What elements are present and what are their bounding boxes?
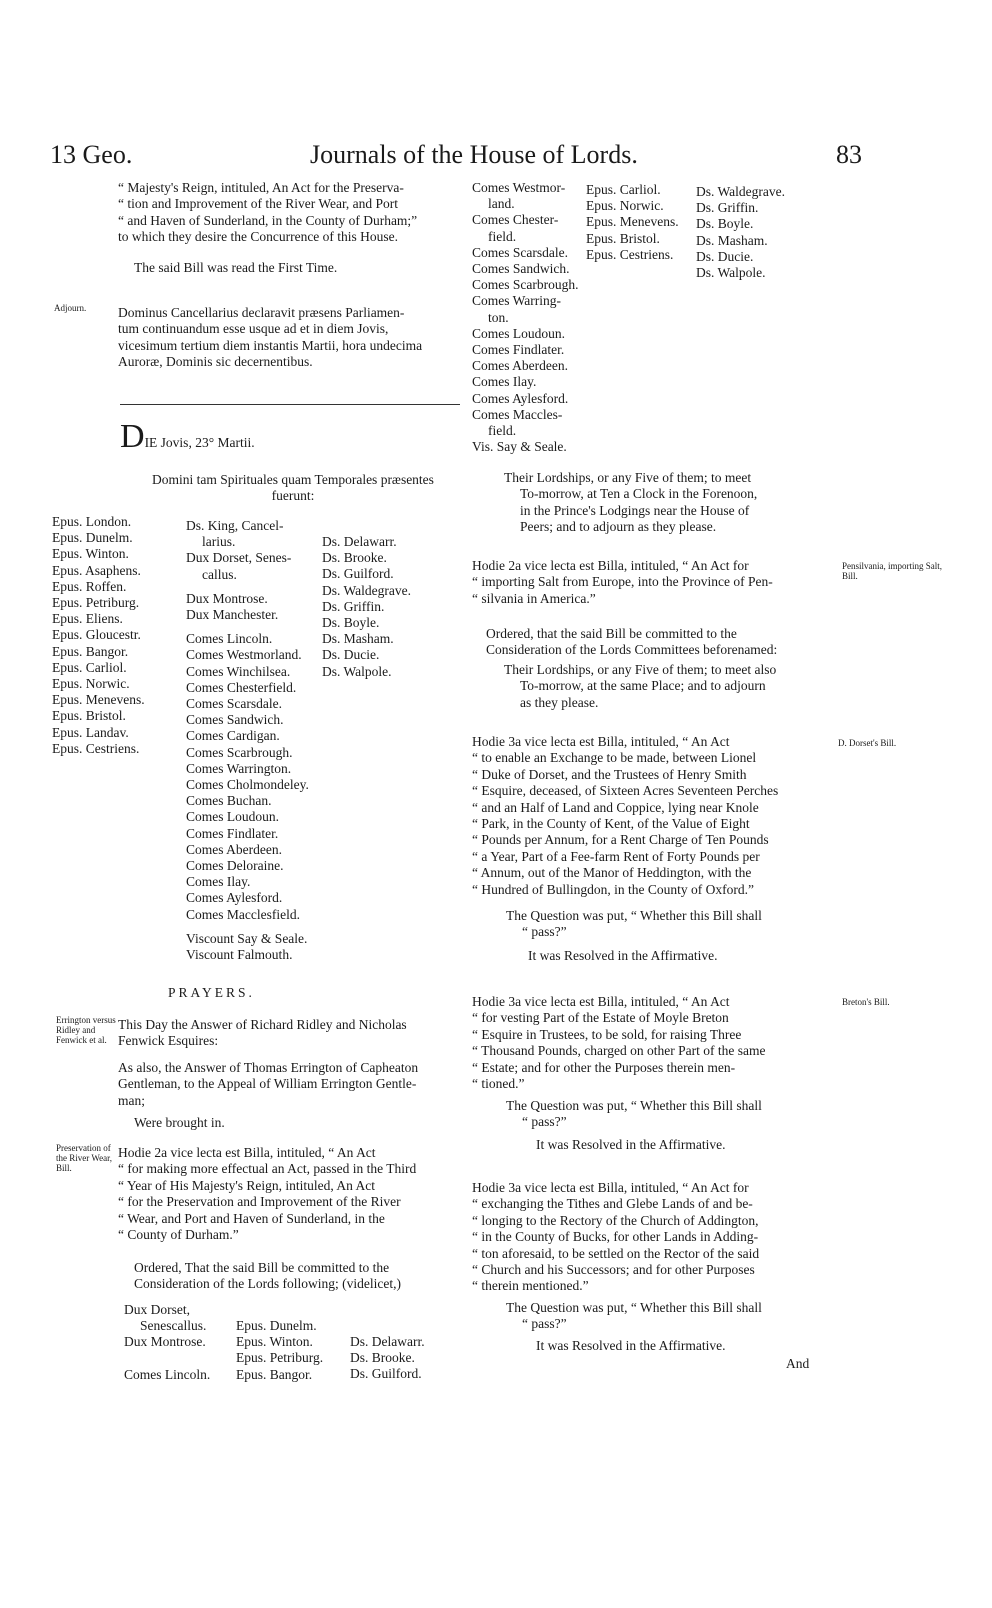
sitting-date: DIE Jovis, 23° Martii. [120,418,255,455]
section-rule [120,404,460,405]
margin-note-adjourn: Adjourn. [54,303,87,313]
meeting-instruction-1: Their Lordships, or any Five of them; to meet To-morrow, at Ten a Clock in the Forenoon, in the Prince's Lodgings near the House of Peers; and to adjourn as they please. [504,470,758,535]
committee-barons-column-2: Ds. Waldegrave. Ds. Griffin. Ds. Boyle. Ds. Masham. Ds. Ducie. Ds. Walpole. [696,184,786,281]
resolved-2: It was Resolved in the Affirmative. [536,1137,726,1152]
running-head-title: Journals of the House of Lords. [310,140,638,169]
attendance-temporal-column: Ds. King, Cancel- larius. Dux Dorset, Senes- callus. Dux Montrose. Dux Manchester. Comes Lincoln. Comes Westmorland. Comes Winchilsea. Comes Chesterfield. Comes Scarsdale. Comes Sandwich. Comes Cardigan. Comes Scarbrough. Comes Warrington. Comes Cholmondeley. Comes Buchan. Comes Loudoun. Comes Findlater. Comes Aberdeen. Comes Deloraine. Comes Ilay. Comes Aylesford. Comes Macclesfield. Viscount Say & Seale. Viscount Falmouth. [186,518,309,963]
question-put-3: The Question was put, “ Whether this Bill shall “ pass?” [506,1300,762,1332]
ordered-paragraph-2: Ordered, that the said Bill be committed to the Consideration of the Lords Committees beforenamed: [486,626,778,658]
question-put-1: The Question was put, “ Whether this Bill shall “ pass?” [506,908,762,940]
breton-bill-paragraph: Hodie 3a vice lecta est Billa, intituled, “ An Act “ for vesting Part of the Estate of Moyle Breton “ Esquire in Trustees, to be sold, for raising Three “ Thousand Pounds, charged on other Part of the same “ Estate; and for other the Purposes therein men- “ tioned.” [472,994,766,1092]
margin-note-errington: Errington versus Ridley and Fenwick et al. [56,1015,116,1045]
running-head-left: 13 Geo. [50,140,133,169]
answer-paragraph-1: This Day the Answer of Richard Ridley and Nicholas Fenwick Esquires: [118,1017,407,1049]
committee-bishops-column: Epus. Carliol. Epus. Norwic. Epus. Menevens. Epus. Bristol. Epus. Cestriens. [586,182,679,262]
ordered-paragraph: Ordered, That the said Bill be committed to the Consideration of the Lords following; (videlicet,) [134,1260,401,1292]
attendance-barons-column: Ds. Delawarr. Ds. Brooke. Ds. Guilford. Ds. Waldegrave. Ds. Griffin. Ds. Boyle. Ds. Masham. Ds. Ducie. Ds. Walpole. [322,534,412,679]
salt-bill-paragraph: Hodie 2a vice lecta est Billa, intituled, “ An Act for “ importing Salt from Europe, into the Province of Pen- “ silvania in America.” [472,558,773,606]
present-heading: Domini tam Spirituales quam Temporales præsentes fuerunt: [152,472,434,504]
page-number: 83 [836,140,862,169]
margin-note-breton: Breton's Bill. [842,997,890,1007]
resolved-1: It was Resolved in the Affirmative. [528,948,718,963]
committee-barons-column: Ds. Delawarr. Ds. Brooke. Ds. Guilford. [350,1334,425,1382]
catchword: And [786,1356,810,1371]
question-put-2: The Question was put, “ Whether this Bill shall “ pass?” [506,1098,762,1130]
answer-paragraph-2: As also, the Answer of Thomas Errington of Capheaton Gentleman, to the Appeal of William Errington Gentle- man; [118,1060,419,1108]
margin-note-salt: Pensilvania, importing Salt, Bill. [842,561,942,581]
adjournment-paragraph: Dominus Cancellarius declaravit præsens Parliamen- tum continuandum esse usque ad et in diem Jovis, vicesimum tertium diem instantis Martii, hora undecima Auroræ, Dominis sic decernentibus. [118,305,423,370]
addington-bill-paragraph: Hodie 3a vice lecta est Billa, intituled, “ An Act for “ exchanging the Tithes and Glebe Lands of and be- “ longing to the Rectory of the Church of Addington, “ in the County of Bucks, for other Lands in Adding- “ ton aforesaid, to be settled on the Rector of the said “ Church and his Successors; and for other Purposes “ therein mentioned.” [472,1180,760,1294]
brought-in-note: Were brought in. [134,1115,225,1130]
continued-paragraph: “ Majesty's Reign, intituled, An Act for the Preserva- “ tion and Improvement of the River Wear, and Port “ and Haven of Sunderland, in the County of Durham;” to which they desire the Concurrence of this House. [118,180,418,245]
meeting-instruction-2: Their Lordships, or any Five of them; to meet also To-morrow, at the same Place; and to adjourn as they please. [504,662,777,710]
committee-middle-column: Epus. Dunelm. Epus. Winton. Epus. Petriburg. Epus. Bangor. [236,1318,324,1382]
wear-bill-paragraph: Hodie 2a vice lecta est Billa, intituled, “ An Act “ for making more effectual an Act, passed in the Third “ Year of His Majesty's Reign, intituled, An Act “ for the Preservation and Improvement of the River “ Wear, and Port and Haven of Sunderland, in the “ County of Durham.” [118,1145,417,1243]
attendance-bishops-column: Epus. London. Epus. Dunelm. Epus. Winton. Epus. Asaphens. Epus. Roffen. Epus. Petriburg. Epus. Eliens. Epus. Gloucestr. Epus. Bangor. Epus. Carliol. Epus. Norwic. Epus. Menevens. Epus. Bristol. Epus. Landav. Epus. Cestriens. [52,514,145,756]
committee-earls-column: Comes Westmor- land. Comes Chester- field. Comes Scarsdale. Comes Sandwich. Comes Scarbrough. Comes Warring- ton. Comes Loudoun. Comes Findlater. Comes Aberdeen. Comes Ilay. Comes Aylesford. Comes Maccles- field. Vis. Say & Seale. [472,180,579,455]
dorset-bill-paragraph: Hodie 3a vice lecta est Billa, intituled, “ An Act “ to enable an Exchange to be made, between Lionel “ Duke of Dorset, and the Trustees of Henry Smith “ Esquire, deceased, of Sixteen Acres Seventeen Perches “ and an Half of Land and Coppice, lying near Knole “ Park, in the County of Kent, of the Value of Eight “ Pounds per Annum, for a Rent Charge of Ten Pounds “ a Year, Part of a Fee-farm Rent of Forty Pounds per “ Annum, out of the Manor of Heddington, with the “ Hundred of Bullingdon, in the County of Oxford.” [472,734,779,897]
margin-note-dorset: D. Dorset's Bill. [838,738,897,748]
margin-note-wear: Preservation of the River Wear, Bill. [56,1143,112,1173]
resolved-3: It was Resolved in the Affirmative. [536,1338,726,1353]
committee-left-column: Dux Dorset, Senescallus. Dux Montrose. Comes Lincoln. [124,1302,211,1382]
prayers-heading: PRAYERS. [168,985,255,1000]
first-reading-note: The said Bill was read the First Time. [134,260,338,275]
